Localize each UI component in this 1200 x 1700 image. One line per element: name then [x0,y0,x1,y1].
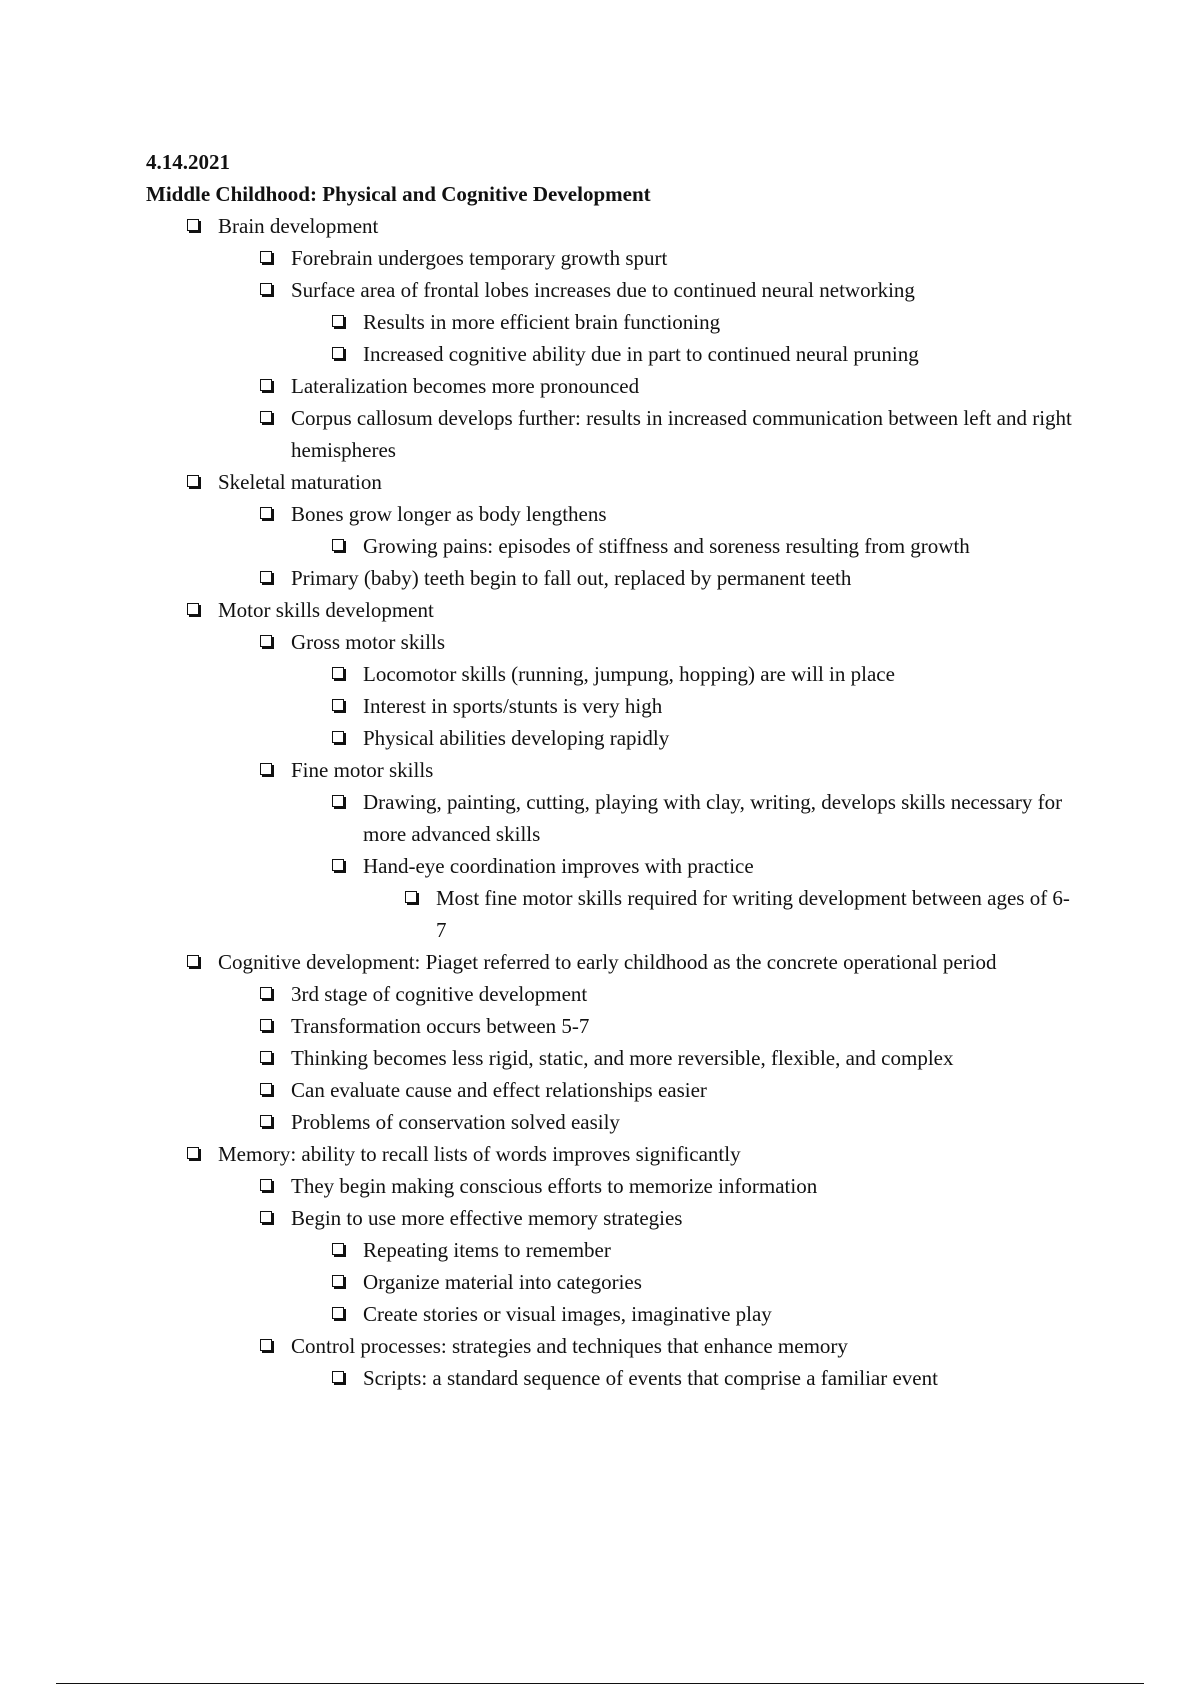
checkbox-icon[interactable] [332,667,344,679]
checklist-item-text: Hand-eye coordination improves with practice [363,854,754,878]
checklist-item-text: Primary (baby) teeth begin to fall out, replaced by permanent teeth [291,566,852,590]
checklist-item [146,978,1076,1010]
checkbox-icon[interactable] [260,507,272,519]
checklist-item-text: Skeletal maturation [218,470,382,494]
checklist-item-text: Fine motor skills [291,758,434,782]
checkbox-icon[interactable] [260,763,272,775]
checkbox-icon[interactable] [187,955,199,967]
checklist-item-text: Corpus callosum develops further: results in increased communication between left and right hemispheres [291,406,1072,462]
checklist-item-text: Locomotor skills (running, jumpung, hopping) are will in place [363,662,895,686]
checkbox-icon[interactable] [332,315,344,327]
checkbox-icon[interactable] [260,1179,272,1191]
checklist-item [146,338,1076,370]
footer-divider [56,1683,1144,1684]
checklist-item [146,786,1076,850]
checklist-item-text: Brain development [218,214,379,238]
checklist-item [146,1042,1076,1074]
checklist-item-text: Motor skills development [218,598,434,622]
checklist-item [146,690,1076,722]
checklist-item [146,1010,1076,1042]
checklist-item [146,530,1076,562]
checklist-item [146,754,1076,786]
checkbox-icon[interactable] [260,635,272,647]
checkbox-icon[interactable] [332,1243,344,1255]
checklist-item-text: Gross motor skills [291,630,446,654]
note-title: Middle Childhood: Physical and Cognitive Development [146,182,651,206]
checklist-item [146,1362,1076,1394]
checklist-item [146,498,1076,530]
checkbox-icon[interactable] [187,603,199,615]
checklist-item [146,562,1076,594]
checklist-item-text: Results in more efficient brain functioning [363,310,721,334]
checklist-item [146,1202,1076,1234]
checklist-item-text: Surface area of frontal lobes increases due to continued neural networking [291,278,915,302]
checkbox-icon[interactable] [187,475,199,487]
checkbox-icon[interactable] [260,1083,272,1095]
checkbox-icon[interactable] [332,699,344,711]
checklist-item-text: Scripts: a standard sequence of events that comprise a familiar event [363,1366,938,1390]
checklist-item [146,306,1076,338]
checklist-item-text: Most fine motor skills required for writing development between ages of 6-7 [436,886,1070,942]
checklist-item-text: They begin making conscious efforts to memorize information [291,1174,818,1198]
checkbox-icon[interactable] [260,1339,272,1351]
checklist-item-text: Create stories or visual images, imaginative play [363,1302,772,1326]
checklist-item [146,242,1076,274]
checkbox-icon[interactable] [332,1371,344,1383]
checklist-item [146,370,1076,402]
checklist-item [146,1170,1076,1202]
checkbox-icon[interactable] [260,1211,272,1223]
checkbox-icon[interactable] [332,1307,344,1319]
checklist-item-text: Organize material into categories [363,1270,642,1294]
checklist-item [146,466,1076,498]
checklist-item [146,722,1076,754]
checklist-item-text: 3rd stage of cognitive development [291,982,588,1006]
checklist-item-text: Problems of conservation solved easily [291,1110,620,1134]
checklist-item-text: Cognitive development: Piaget referred to early childhood as the concrete operational period [218,950,997,974]
checklist-item-text: Memory: ability to recall lists of words improves significantly [218,1142,741,1166]
checklist-item-text: Can evaluate cause and effect relationships easier [291,1078,707,1102]
checkbox-icon[interactable] [260,987,272,999]
checkbox-icon[interactable] [332,795,344,807]
checkbox-icon[interactable] [260,379,272,391]
checklist-item-text: Forebrain undergoes temporary growth spurt [291,246,668,270]
checkbox-icon[interactable] [260,411,272,423]
checklist-item-text: Repeating items to remember [363,1238,611,1262]
checklist-item [146,626,1076,658]
checkbox-icon[interactable] [260,1019,272,1031]
checkbox-icon[interactable] [332,731,344,743]
checklist-item-text: Physical abilities developing rapidly [363,726,670,750]
checklist-item-text: Growing pains: episodes of stiffness and soreness resulting from growth [363,534,970,558]
checklist-item [146,1330,1076,1362]
checklist-item-text: Interest in sports/stunts is very high [363,694,663,718]
checklist-item [146,210,1076,242]
checklist-item [146,1266,1076,1298]
checkbox-icon[interactable] [405,891,417,903]
checklist-item-text: Begin to use more effective memory strategies [291,1206,683,1230]
checkbox-icon[interactable] [260,571,272,583]
checklist-item [146,274,1076,306]
checklist-item [146,1106,1076,1138]
checkbox-icon[interactable] [332,347,344,359]
checkbox-icon[interactable] [260,1115,272,1127]
checklist-item-text: Bones grow longer as body lengthens [291,502,607,526]
checklist-item [146,594,1076,626]
checklist-item [146,850,1076,882]
notes-page [146,146,1076,1394]
checkbox-icon[interactable] [187,1147,199,1159]
checkbox-icon[interactable] [260,251,272,263]
checklist-item-text: Thinking becomes less rigid, static, and more reversible, flexible, and complex [291,1046,954,1070]
checkbox-icon[interactable] [332,859,344,871]
checklist-item-text: Drawing, painting, cutting, playing with clay, writing, develops skills necessary for more advanced skills [363,790,1063,846]
checklist [146,210,1076,1394]
note-date: 4.14.2021 [146,150,230,174]
checklist-item [146,1234,1076,1266]
checklist-item [146,1074,1076,1106]
checklist-item-text: Transformation occurs between 5-7 [291,1014,590,1038]
checklist-item-text: Control processes: strategies and techniques that enhance memory [291,1334,848,1358]
checklist-item-text: Increased cognitive ability due in part to continued neural pruning [363,342,919,366]
checkbox-icon[interactable] [332,539,344,551]
checkbox-icon[interactable] [260,283,272,295]
checklist-item [146,882,1076,946]
checklist-item [146,1298,1076,1330]
checklist-item [146,1138,1076,1170]
checkbox-icon[interactable] [332,1275,344,1287]
checklist-item [146,402,1076,466]
checklist-item-text: Lateralization becomes more pronounced [291,374,640,398]
checklist-item [146,658,1076,690]
checkbox-icon[interactable] [187,219,199,231]
checkbox-icon[interactable] [260,1051,272,1063]
checklist-item [146,946,1076,978]
